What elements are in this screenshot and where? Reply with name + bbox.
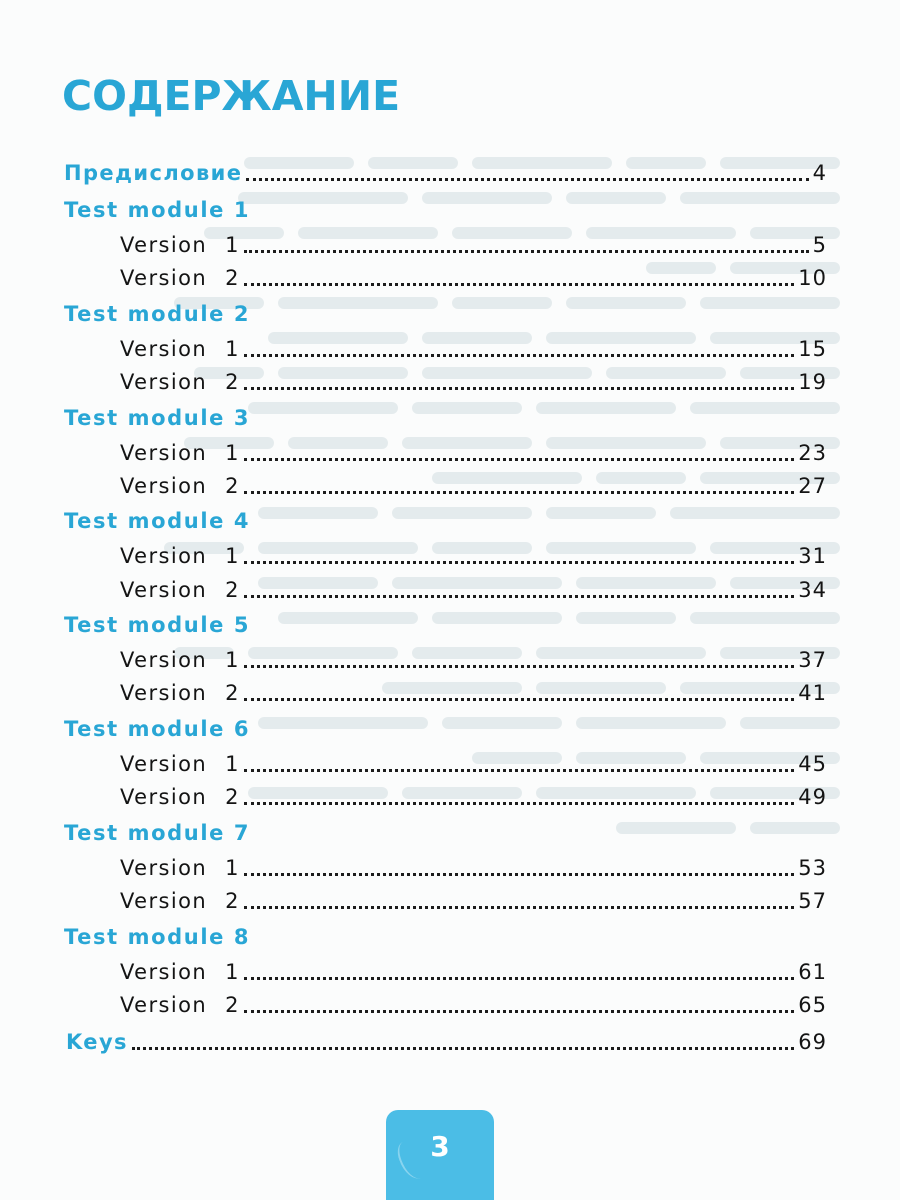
toc-entry-page: 31 <box>798 544 827 568</box>
toc-entry-label: Version 1 <box>120 441 240 465</box>
toc-entry-label: Предисловие <box>64 161 243 185</box>
toc-heading-module-4[interactable]: Test module 4 <box>64 509 251 533</box>
toc-entry-page: 45 <box>798 752 827 776</box>
toc-entry-page: 5 <box>812 233 827 257</box>
toc-entry-module-1-version-1[interactable] <box>120 228 827 258</box>
toc-entry-page: 41 <box>798 681 827 705</box>
toc-entry-module-2-version-1[interactable] <box>120 332 827 362</box>
leader-dots <box>244 491 794 494</box>
toc-entry-label: Version 2 <box>120 474 240 498</box>
toc-entry-label: Version 1 <box>120 544 240 568</box>
leader-dots <box>244 595 794 598</box>
toc-heading-module-7[interactable]: Test module 7 <box>64 821 251 845</box>
leader-dots <box>244 769 794 772</box>
leader-dots <box>244 561 794 564</box>
leader-dots <box>244 873 794 876</box>
toc-heading-module-6[interactable]: Test module 6 <box>64 717 251 741</box>
toc-entry-page: 19 <box>798 370 827 394</box>
toc-entry-page: 69 <box>798 1030 827 1054</box>
toc-heading-module-1[interactable]: Test module 1 <box>64 198 251 222</box>
toc-entry-page: 27 <box>798 474 827 498</box>
toc-entry-page: 65 <box>798 993 827 1017</box>
toc-heading-module-2[interactable]: Test module 2 <box>64 302 251 326</box>
page-title: СОДЕРЖАНИЕ <box>62 72 401 120</box>
toc-entry-label: Version 2 <box>120 370 240 394</box>
toc-entry-page: 4 <box>812 161 827 185</box>
toc-heading-module-8[interactable]: Test module 8 <box>64 925 251 949</box>
toc-entry-page: 61 <box>798 960 827 984</box>
toc-entry-page: 15 <box>798 337 827 361</box>
toc-heading-module-3[interactable]: Test module 3 <box>64 406 251 430</box>
toc-entry-module-6-version-1[interactable] <box>120 747 827 777</box>
toc-entry-keys[interactable] <box>66 1025 827 1055</box>
toc-entry-page: 53 <box>798 856 827 880</box>
page-number: 3 <box>430 1130 450 1163</box>
toc-entry-module-7-version-2[interactable] <box>120 884 827 914</box>
toc-entry-module-5-version-1[interactable] <box>120 643 827 673</box>
toc-entry-module-5-version-2[interactable] <box>120 676 827 706</box>
toc-entry-module-3-version-2[interactable] <box>120 469 827 499</box>
toc-heading-module-5[interactable]: Test module 5 <box>64 613 251 637</box>
toc-entry-label: Keys <box>66 1030 128 1054</box>
toc-entry-label: Version 1 <box>120 752 240 776</box>
leader-dots <box>244 354 794 357</box>
toc-entry-label: Version 2 <box>120 889 240 913</box>
toc-entry-label: Version 2 <box>120 266 240 290</box>
leader-dots <box>244 283 794 286</box>
toc-entry-page: 37 <box>798 648 827 672</box>
toc-entry-module-7-version-1[interactable] <box>120 851 827 881</box>
toc-entry-page: 49 <box>798 785 827 809</box>
toc-entry-module-1-version-2[interactable] <box>120 261 827 291</box>
toc-entry-module-4-version-2[interactable] <box>120 573 827 603</box>
toc-entry-label: Version 2 <box>120 578 240 602</box>
toc-entry-label: Version 2 <box>120 993 240 1017</box>
toc-entry-module-6-version-2[interactable] <box>120 780 827 810</box>
toc-entry-label: Version 1 <box>120 648 240 672</box>
leader-dots <box>244 458 794 461</box>
toc-entry-label: Version 2 <box>120 681 240 705</box>
toc-entry-label: Version 2 <box>120 785 240 809</box>
toc-entry-page: 10 <box>798 266 827 290</box>
toc-entry-module-2-version-2[interactable] <box>120 365 827 395</box>
leader-dots <box>244 698 794 701</box>
page-number-tab <box>386 1110 494 1200</box>
toc-entry-label: Version 1 <box>120 856 240 880</box>
toc-entry-label: Version 1 <box>120 337 240 361</box>
leader-dots <box>244 387 794 390</box>
leader-dots <box>246 178 808 181</box>
toc-entry-label: Version 1 <box>120 960 240 984</box>
toc-entry-preface[interactable] <box>64 156 827 186</box>
toc-entry-module-3-version-1[interactable] <box>120 436 827 466</box>
leader-dots <box>132 1047 794 1050</box>
toc-entry-page: 57 <box>798 889 827 913</box>
toc-entry-page: 34 <box>798 578 827 602</box>
leader-dots <box>244 906 794 909</box>
leader-dots <box>244 1010 794 1013</box>
toc-entry-module-4-version-1[interactable] <box>120 539 827 569</box>
toc-entry-module-8-version-1[interactable] <box>120 955 827 985</box>
toc-entry-module-8-version-2[interactable] <box>120 988 827 1018</box>
toc-entry-label: Version 1 <box>120 233 240 257</box>
toc-entry-page: 23 <box>798 441 827 465</box>
leader-dots <box>244 250 809 253</box>
leader-dots <box>244 977 794 980</box>
leader-dots <box>244 802 794 805</box>
leader-dots <box>244 665 794 668</box>
